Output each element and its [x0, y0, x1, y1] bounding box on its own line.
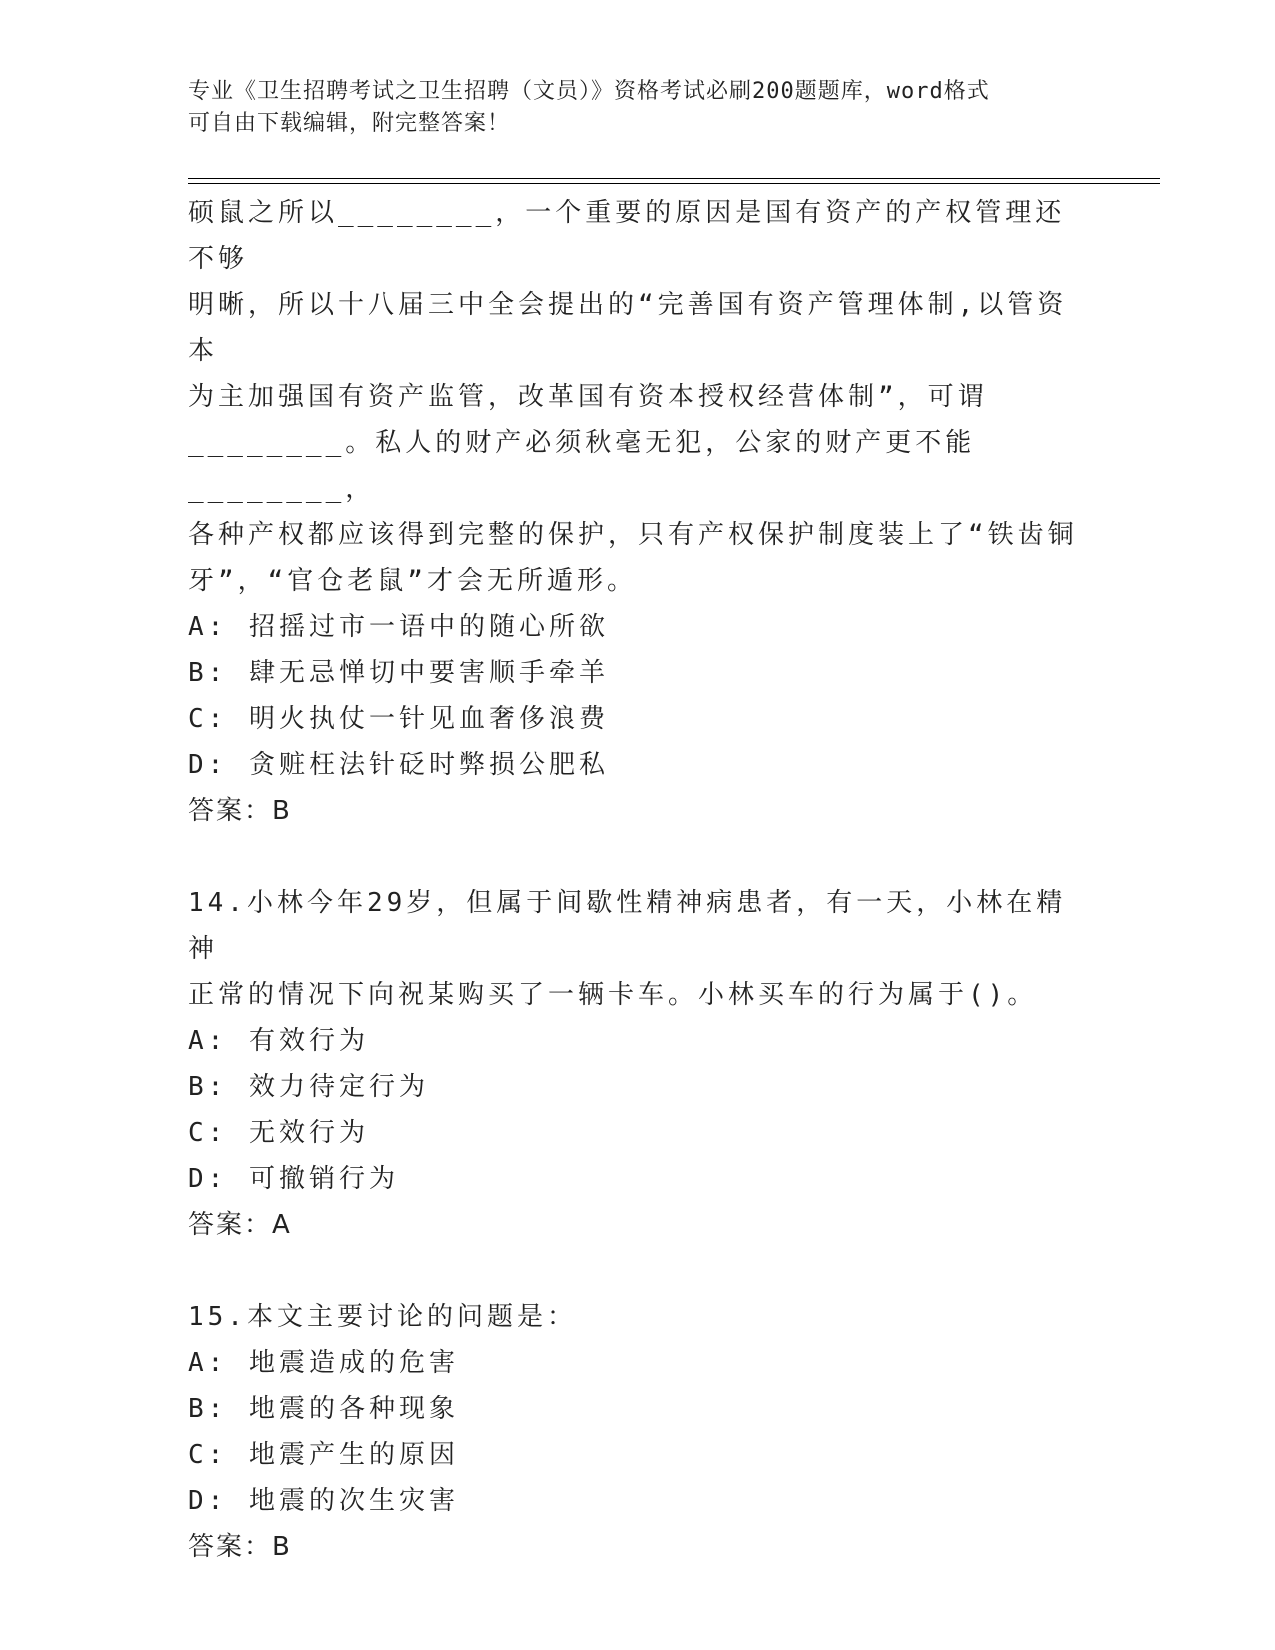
option-text: 明火执仗一针见血奢侈浪费: [248, 704, 609, 734]
option-letter: C:: [188, 1440, 228, 1470]
option-text: 招摇过市一语中的随心所欲: [248, 612, 609, 642]
option-letter: C:: [188, 704, 228, 734]
option-b: [188, 1064, 1088, 1110]
question-stem-line: 正常的情况下向祝某购买了一辆卡车。小林买车的行为属于()。: [188, 980, 1038, 1010]
option-letter: B:: [188, 658, 228, 688]
question-stem-line: 明晰，所以十八届三中全会提出的“完善国有资产管理体制,以管资本: [188, 290, 1068, 366]
question-stem-line: 硕鼠之所以________，一个重要的原因是国有资产的产权管理还不够: [188, 198, 1066, 274]
option-text: 地震造成的危害: [248, 1348, 459, 1378]
option-text: 可撤销行为: [248, 1164, 399, 1194]
question-stem-line: 15.本文主要讨论的问题是：: [188, 1302, 577, 1332]
answer-line: 答案：B: [188, 1532, 292, 1562]
option-letter: A:: [188, 612, 228, 642]
question-stem-line: 为主加强国有资产监管，改革国有资本授权经营体制”，可谓: [188, 382, 988, 412]
option-text: 无效行为: [248, 1118, 369, 1148]
option-d: [188, 742, 1088, 788]
question-spacer: [188, 834, 1088, 880]
option-letter: B:: [188, 1072, 228, 1102]
option-a: [188, 1340, 1088, 1386]
option-b: [188, 1386, 1088, 1432]
option-c: [188, 1432, 1088, 1478]
option-letter: A:: [188, 1348, 228, 1378]
option-text: 肆无忌惮切中要害顺手牵羊: [248, 658, 609, 688]
document-header: [188, 76, 1088, 140]
option-letter: B:: [188, 1394, 228, 1424]
option-text: 地震的次生灾害: [248, 1486, 459, 1516]
option-letter: D:: [188, 1486, 228, 1516]
question-list: [188, 190, 1088, 1570]
question-block: [188, 1294, 1088, 1570]
option-d: [188, 1478, 1088, 1524]
header-line-2: 可自由下载编辑，附完整答案！: [188, 111, 511, 136]
question-stem-line: 牙”，“官仓老鼠”才会无所遁形。: [188, 566, 637, 596]
option-letter: D:: [188, 1164, 228, 1194]
option-letter: C:: [188, 1118, 228, 1148]
option-text: 地震的各种现象: [248, 1394, 459, 1424]
answer-line: 答案：A: [188, 1210, 292, 1240]
question-spacer: [188, 1248, 1088, 1294]
option-b: [188, 650, 1088, 696]
option-a: [188, 604, 1088, 650]
option-letter: A:: [188, 1026, 228, 1056]
header-line-1: 专业《卫生招聘考试之卫生招聘（文员）》资格考试必刷200题题库，word格式: [188, 79, 990, 104]
question-stem-line: 14.小林今年29岁，但属于间歇性精神病患者，有一天，小林在精神: [188, 888, 1067, 964]
option-a: [188, 1018, 1088, 1064]
question-block: [188, 190, 1088, 834]
option-text: 效力待定行为: [248, 1072, 429, 1102]
option-text: 地震产生的原因: [248, 1440, 459, 1470]
option-d: [188, 1156, 1088, 1202]
option-text: 贪赃枉法针砭时弊损公肥私: [248, 750, 609, 780]
question-block: [188, 880, 1088, 1248]
option-c: [188, 696, 1088, 742]
answer-line: 答案：B: [188, 796, 292, 826]
header-divider-bottom: [188, 183, 1160, 184]
question-stem-line: ________。私人的财产必须秋毫无犯，公家的财产更不能________，: [188, 428, 976, 504]
header-divider-top: [188, 178, 1160, 179]
option-letter: D:: [188, 750, 228, 780]
question-stem-line: 各种产权都应该得到完整的保护，只有产权保护制度装上了“铁齿铜: [188, 520, 1078, 550]
option-text: 有效行为: [248, 1026, 369, 1056]
option-c: [188, 1110, 1088, 1156]
